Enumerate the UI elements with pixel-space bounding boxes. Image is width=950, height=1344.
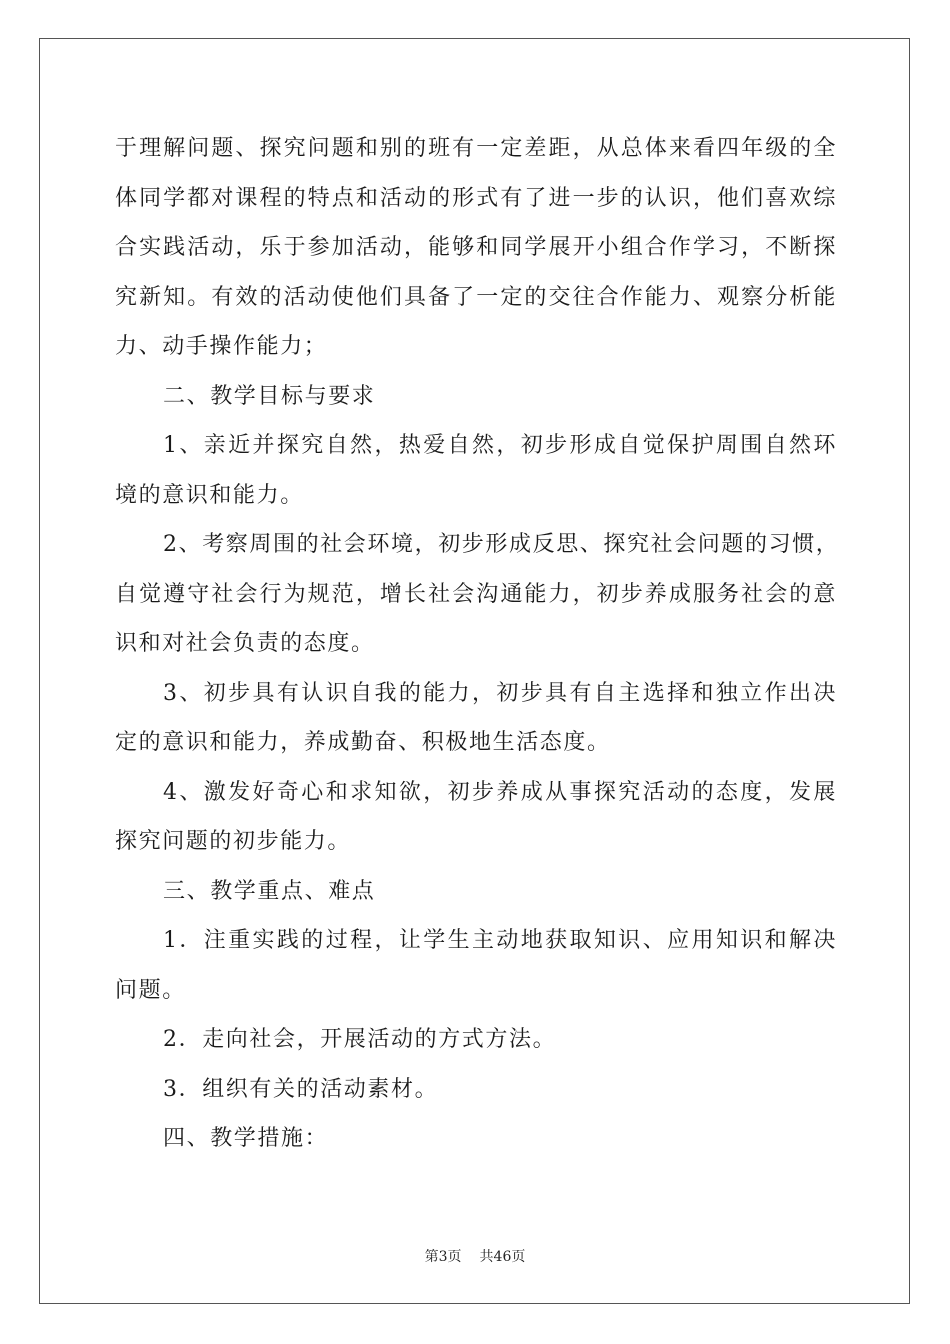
page-number: 第3页 <box>424 1249 462 1265</box>
text-line: 3．组织有关的活动素材。 <box>163 1076 439 1102</box>
text-line: 定的意识和能力，养成勤奋、积极地生活态度。 <box>115 730 611 755</box>
section-heading: 四、教学措施： <box>163 1126 329 1151</box>
text-line: 识和对社会负责的态度。 <box>115 631 375 656</box>
text-line: 究新知。有效的活动使他们具备了一定的交往合作能力、观察分析能 <box>115 284 837 310</box>
text-line: 2．走向社会，开展活动的方式方法。 <box>163 1027 557 1052</box>
page-total: 共46页 <box>479 1249 526 1265</box>
page-footer <box>0 1246 950 1266</box>
text-line: 3、初步具有认识自我的能力，初步具有自主选择和独立作出决 <box>163 680 837 706</box>
section-heading: 二、教学目标与要求 <box>163 383 376 409</box>
text-line: 境的意识和能力。 <box>115 482 304 508</box>
text-line: 问题。 <box>115 977 186 1003</box>
text-line: 于理解问题、探究问题和别的班有一定差距，从总体来看四年级的全 <box>115 136 837 161</box>
text-line: 力、动手操作能力； <box>115 334 328 359</box>
text-line: 1、亲近并探究自然，热爱自然，初步形成自觉保护周围自然环 <box>163 433 837 458</box>
text-line: 合实践活动，乐于参加活动，能够和同学展开小组合作学习，不断探 <box>115 235 837 260</box>
section-heading: 三、教学重点、难点 <box>163 878 376 904</box>
text-line: 探究问题的初步能力。 <box>115 829 352 854</box>
text-line: 体同学都对课程的特点和活动的形式有了进一步的认识，他们喜欢综 <box>115 185 837 211</box>
text-line: 自觉遵守社会行为规范，增长社会沟通能力，初步养成服务社会的意 <box>115 581 837 607</box>
text-line: 4、激发好奇心和求知欲，初步养成从事探究活动的态度，发展 <box>163 779 837 805</box>
document-body <box>115 124 840 1164</box>
text-line: 1．注重实践的过程，让学生主动地获取知识、应用知识和解决 <box>163 928 837 953</box>
text-line: 2、考察周围的社会环境，初步形成反思、探究社会问题的习惯， <box>163 532 840 557</box>
